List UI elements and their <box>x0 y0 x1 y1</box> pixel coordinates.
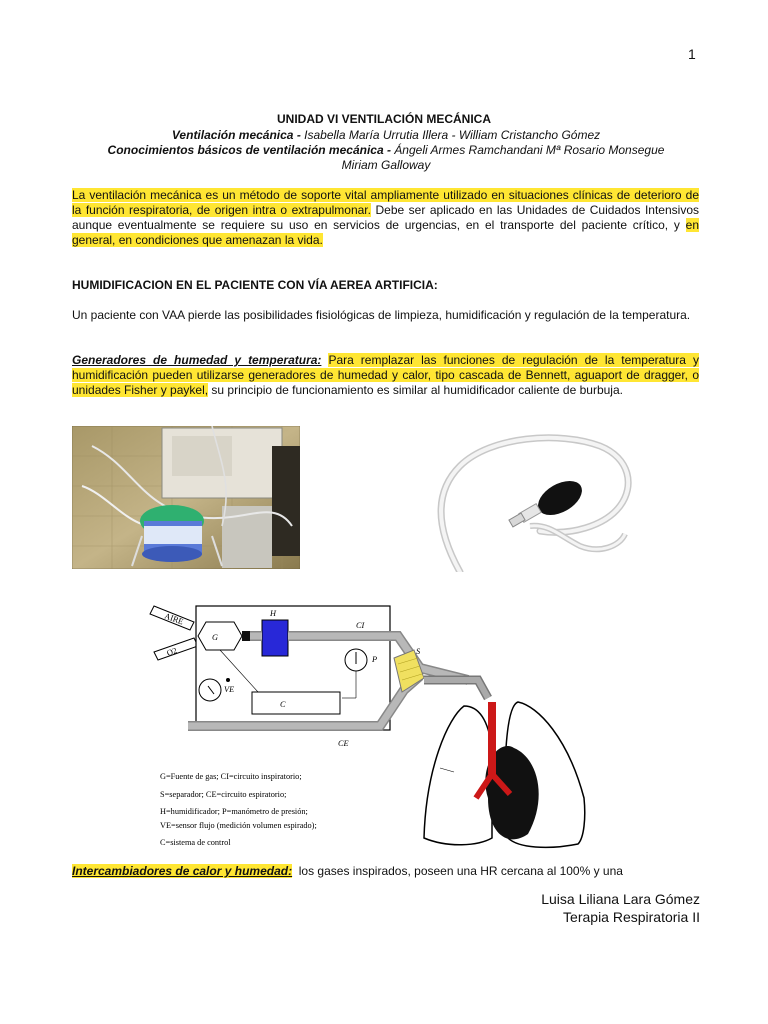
highlighted-text: en general, en condiciones que amenazan la vida. <box>72 218 699 247</box>
legend-line-1: G=Fuente de gas; CI=circuito inspiratorio; <box>160 772 302 781</box>
tubing-circuit-image <box>420 426 642 572</box>
label-h: H <box>270 609 276 618</box>
label-c: C <box>280 700 286 709</box>
body-text: Debe ser aplicado en las Unidades de Cuidados Intensivos aunque eventualmente se requiere su uso en servicios de urgencias, en el transporte del paciente crítico, y <box>72 203 699 232</box>
intercambiadores-label: Intercambiadores de calor y humedad: <box>72 864 293 878</box>
label-ve: VE <box>224 685 235 694</box>
highlighted-text: Para remplazar las funciones de regulación de la temperatura y humidificación pueden utilizarse generadores de humedad y calor, tipo cascada de Bennett, aguaport de dragger, o unidades Fisher y paykel, <box>72 353 699 397</box>
footer-author: Luisa Liliana Lara Gómez <box>541 891 700 907</box>
credit-line-2 <box>72 143 700 158</box>
highlighted-text: La ventilación mecánica es un método de soporte vital ampliamente utilizado en situaciones clínicas de deterioro de la función respiratoria, de origen intra o extrapulmonar. <box>72 188 699 217</box>
section-heading: HUMIDIFICACION EN EL PACIENTE CON VÍA AEREA ARTIFICIA: <box>72 278 438 292</box>
humidifier-photo <box>72 426 300 569</box>
label-ce: CE <box>338 739 349 748</box>
intro-paragraph <box>72 188 699 248</box>
generadores-label: Generadores de humedad y temperatura: <box>72 353 322 367</box>
credit-label: Conocimientos básicos de ventilación mecánica - <box>107 143 391 157</box>
body-text: los gases inspirados, poseen una HR cercana al 100% y una <box>298 864 623 878</box>
body-text: su principio de funcionamiento es similar al humidificador caliente de burbuja. <box>208 383 623 397</box>
vaa-paragraph: Un paciente con VAA pierde las posibilidades fisiológicas de limpieza, humidificación y regulación de la temperatura. <box>72 308 691 322</box>
credit-authors: Ángeli Armes Ramchandani Mª Rosario Monsegue <box>390 143 665 157</box>
credit-line-1 <box>72 128 700 143</box>
footer-course: Terapia Respiratoria II <box>563 909 700 925</box>
credit-authors: Isabella María Urrutia Illera - William Cristancho Gómez <box>300 128 601 142</box>
legend-line-4: VE=sensor flujo (medición volumen espirado); <box>160 821 317 830</box>
label-s: S <box>416 647 421 656</box>
page-number: 1 <box>688 46 696 62</box>
label-g: G <box>212 633 218 642</box>
label-o2: O2 <box>165 645 179 658</box>
legend-line-3: H=humidificador; P=manómetro de presión; <box>160 807 308 816</box>
legend-line-5: C=sistema de control <box>160 838 231 847</box>
legend-line-2: S=separador; CE=circuito espiratorio; <box>160 790 287 799</box>
label-aire: AIRE <box>163 611 185 627</box>
intercambiadores-paragraph <box>72 864 699 879</box>
generadores-paragraph <box>72 353 699 398</box>
ventilator-circuit-diagram <box>148 598 618 860</box>
label-ci: CI <box>356 621 365 630</box>
label-p: P <box>372 655 378 664</box>
credit-authors: Miriam Galloway <box>341 158 431 172</box>
credit-line-3 <box>72 158 700 173</box>
credit-label: Ventilación mecánica - <box>171 128 301 142</box>
document-title: UNIDAD VI VENTILACIÓN MECÁNICA <box>276 112 491 126</box>
